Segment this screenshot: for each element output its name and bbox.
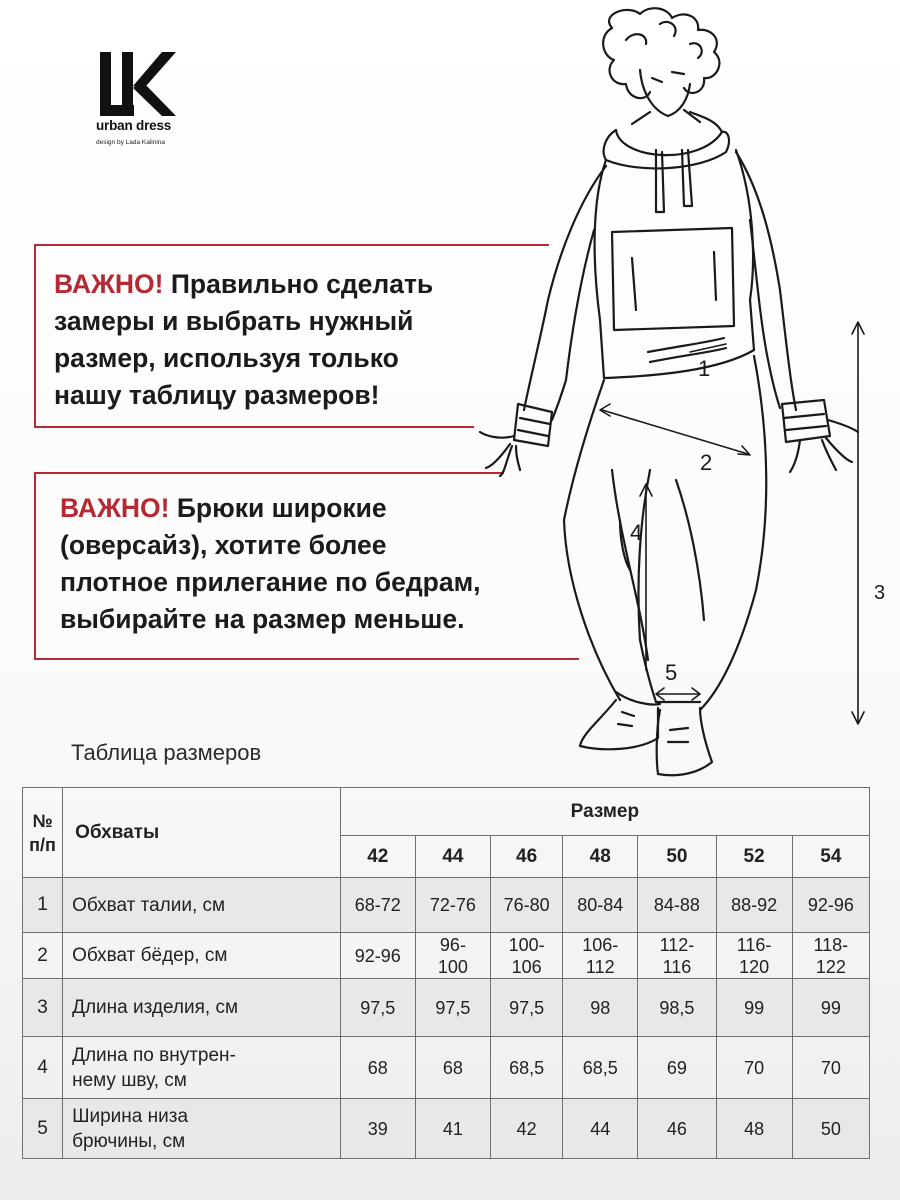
size-value-cell: 84-88 xyxy=(638,878,716,933)
size-column-header: 42 xyxy=(340,836,415,878)
size-value-cell: 44 xyxy=(563,1099,638,1159)
measure-name: Длина по внутрен- нему шву, см xyxy=(63,1037,341,1099)
table-row xyxy=(23,878,870,933)
size-value-cell: 72-76 xyxy=(415,878,490,933)
table-row xyxy=(23,1037,870,1099)
row-number: 2 xyxy=(23,933,63,979)
size-value-cell: 97,5 xyxy=(415,979,490,1037)
size-value-cell: 69 xyxy=(638,1037,716,1099)
size-value-cell: 96- 100 xyxy=(415,933,490,979)
note-line: плотное прилегание по бедрам, xyxy=(60,567,481,597)
size-column-header: 52 xyxy=(716,836,792,878)
size-value-cell: 80-84 xyxy=(563,878,638,933)
size-value-cell: 88-92 xyxy=(716,878,792,933)
measure-label-3: 3 xyxy=(874,582,886,604)
size-value-cell: 68-72 xyxy=(340,878,415,933)
size-value-cell: 116- 120 xyxy=(716,933,792,979)
lk-logo-icon xyxy=(96,50,186,120)
size-value-cell: 118- 122 xyxy=(792,933,869,979)
size-value-cell: 97,5 xyxy=(491,979,563,1037)
size-value-cell: 50 xyxy=(792,1099,869,1159)
size-column-header: 50 xyxy=(638,836,716,878)
note-line: замеры и выбрать нужный xyxy=(54,306,414,336)
measure-label-5: 5 xyxy=(665,660,678,685)
size-value-cell: 70 xyxy=(716,1037,792,1099)
note-line: нашу таблицу размеров! xyxy=(54,380,380,410)
measure-name: Длина изделия, см xyxy=(63,979,341,1037)
size-value-cell: 98 xyxy=(563,979,638,1037)
measure-label-2: 2 xyxy=(700,450,713,475)
measure-name: Обхват бёдер, см xyxy=(63,933,341,979)
row-number: 1 xyxy=(23,878,63,933)
size-value-cell: 42 xyxy=(491,1099,563,1159)
table-row xyxy=(23,1099,870,1159)
brand-byline: design by Lada Kalinina xyxy=(96,139,166,146)
size-value-cell: 99 xyxy=(716,979,792,1037)
size-value-cell: 68 xyxy=(415,1037,490,1099)
measure-name: Обхват талии, см xyxy=(63,878,341,933)
size-value-cell: 46 xyxy=(638,1099,716,1159)
size-value-cell: 70 xyxy=(792,1037,869,1099)
row-number: 3 xyxy=(23,979,63,1037)
figure-illustration xyxy=(460,0,900,790)
number-header: № п/п xyxy=(23,788,63,878)
note-line: Правильно сделать xyxy=(163,269,434,299)
size-value-cell: 97,5 xyxy=(340,979,415,1037)
note-line: размер, используя только xyxy=(54,343,399,373)
size-value-cell: 99 xyxy=(792,979,869,1037)
warning-label: ВАЖНО! xyxy=(54,269,164,299)
size-value-cell: 48 xyxy=(716,1099,792,1159)
size-value-cell: 76-80 xyxy=(491,878,563,933)
size-column-header: 54 xyxy=(792,836,869,878)
size-value-cell: 92-96 xyxy=(340,933,415,979)
size-value-cell: 68,5 xyxy=(491,1037,563,1099)
note-line: (оверсайз), хотите более xyxy=(60,530,387,560)
size-value-cell: 39 xyxy=(340,1099,415,1159)
size-value-cell: 92-96 xyxy=(792,878,869,933)
size-value-cell: 68 xyxy=(340,1037,415,1099)
measure-header: Обхваты xyxy=(63,788,341,878)
size-table xyxy=(22,787,870,1159)
table-row xyxy=(23,979,870,1037)
note-text xyxy=(60,490,481,638)
note-line: Брюки широкие xyxy=(169,493,387,523)
measure-label-1: 1 xyxy=(698,356,711,381)
note-line: выбирайте на размер меньше. xyxy=(60,604,465,634)
size-value-cell: 112- 116 xyxy=(638,933,716,979)
size-value-cell: 68,5 xyxy=(563,1037,638,1099)
row-number: 5 xyxy=(23,1099,63,1159)
size-value-cell: 41 xyxy=(415,1099,490,1159)
size-value-cell: 100- 106 xyxy=(491,933,563,979)
size-column-header: 48 xyxy=(563,836,638,878)
size-column-header: 46 xyxy=(491,836,563,878)
note-text xyxy=(54,266,433,414)
measure-label-4: 4 xyxy=(630,520,643,545)
size-value-cell: 98,5 xyxy=(638,979,716,1037)
size-header: Размер xyxy=(340,788,869,836)
row-number: 4 xyxy=(23,1037,63,1099)
table-row xyxy=(23,933,870,979)
size-value-cell: 106- 112 xyxy=(563,933,638,979)
warning-label: ВАЖНО! xyxy=(60,493,170,523)
brand-name: urban dress xyxy=(96,118,172,133)
size-table-title: Таблица размеров xyxy=(71,740,262,765)
measure-name: Ширина низа брючины, см xyxy=(63,1099,341,1159)
fashion-sketch xyxy=(460,0,900,790)
size-column-header: 44 xyxy=(415,836,490,878)
